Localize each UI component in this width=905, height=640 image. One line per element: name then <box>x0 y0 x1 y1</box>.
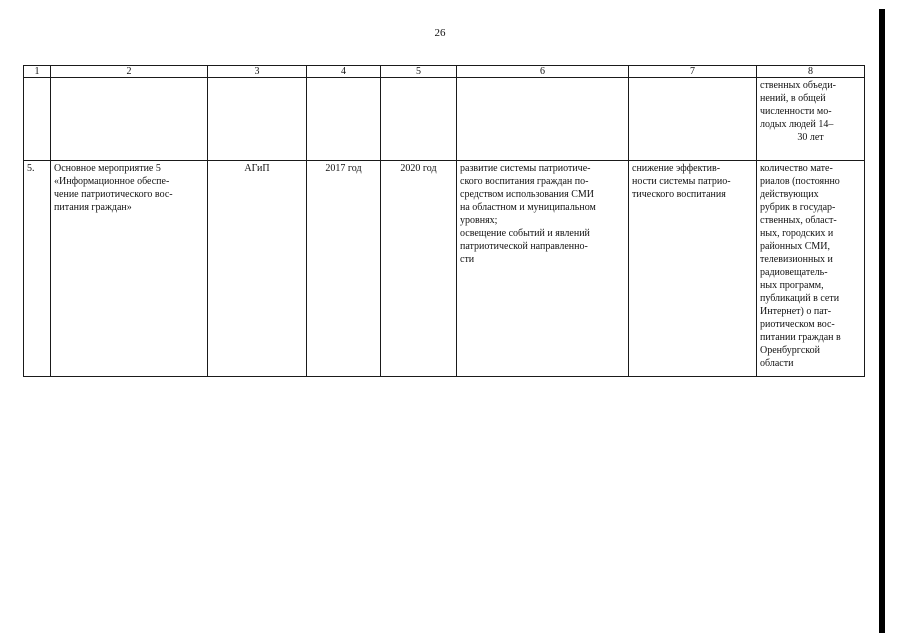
item-number: 5. <box>24 161 51 377</box>
text-line: ных, городских и <box>760 228 834 239</box>
text-line: лодых людей 14– <box>760 119 834 130</box>
item-start-year: 2017 год <box>307 161 381 377</box>
column-number-2: 2 <box>51 66 208 78</box>
text-line: снижение эффектив- <box>632 163 721 174</box>
text-line: публикаций в сети <box>760 293 840 304</box>
continuation-cell-7 <box>629 78 757 161</box>
text-line: ности системы патрио- <box>632 176 731 187</box>
column-number-8: 8 <box>757 66 865 78</box>
continuation-cell-5 <box>381 78 457 161</box>
text-line: ственных, област- <box>760 215 837 226</box>
text-line: уровнях; <box>460 215 498 226</box>
text-line: на областном и муниципальном <box>460 202 596 213</box>
continuation-cell-4 <box>307 78 381 161</box>
item-name-cell <box>51 161 208 377</box>
text-line: радиовещатель- <box>760 267 828 278</box>
text-line: рубрик в государ- <box>760 202 836 213</box>
text-line: телевизионных и <box>760 254 833 265</box>
column-number-3: 3 <box>208 66 307 78</box>
text-line: Оренбургской <box>760 345 820 356</box>
text-line: питании граждан в <box>760 332 841 343</box>
activities-table <box>23 65 865 377</box>
text-line: нений, в общей <box>760 93 826 104</box>
text-line: тического воспитания <box>632 189 726 200</box>
column-numbers-row <box>24 66 865 78</box>
text-line: риотическом вос- <box>760 319 835 330</box>
text-line: области <box>760 358 794 369</box>
text-line: освещение событий и явлений <box>460 228 590 239</box>
continuation-cell-1 <box>24 78 51 161</box>
continuation-cell-6 <box>457 78 629 161</box>
item-indicator-cell <box>757 161 865 377</box>
text-line: Основное мероприятие 5 <box>54 163 161 174</box>
scan-edge-bar <box>879 9 885 633</box>
text-line: ных программ, <box>760 280 824 291</box>
text-line: численности мо- <box>760 106 832 117</box>
continuation-cell-3 <box>208 78 307 161</box>
text-line: количество мате- <box>760 163 833 174</box>
text-line: чение патриотического вос- <box>54 189 173 200</box>
text-line: 30 лет <box>797 132 824 143</box>
text-line: развитие системы патриотиче- <box>460 163 591 174</box>
continuation-indicator-cell <box>757 78 865 161</box>
text-line: ственных объеди- <box>760 80 836 91</box>
column-number-5: 5 <box>381 66 457 78</box>
text-line: действующих <box>760 189 819 200</box>
column-number-4: 4 <box>307 66 381 78</box>
continuation-row <box>24 78 865 161</box>
continuation-cell-2 <box>51 78 208 161</box>
item-expected-result-cell <box>457 161 629 377</box>
text-line: Интернет) о пат- <box>760 306 832 317</box>
text-line: патриотической направленно- <box>460 241 588 252</box>
column-number-7: 7 <box>629 66 757 78</box>
item-executor: АГиП <box>208 161 307 377</box>
page-number: 26 <box>434 27 446 39</box>
table-row <box>24 161 865 377</box>
item-end-year: 2020 год <box>381 161 457 377</box>
text-line: районных СМИ, <box>760 241 830 252</box>
item-consequence-cell <box>629 161 757 377</box>
text-line: средством использования СМИ <box>460 189 594 200</box>
text-line: ского воспитания граждан по- <box>460 176 589 187</box>
column-number-1: 1 <box>24 66 51 78</box>
text-line: сти <box>460 254 475 265</box>
column-number-6: 6 <box>457 66 629 78</box>
text-line: риалов (постоянно <box>760 176 840 187</box>
text-line: питания граждан» <box>54 202 132 213</box>
text-line: «Информационное обеспе- <box>54 176 170 187</box>
